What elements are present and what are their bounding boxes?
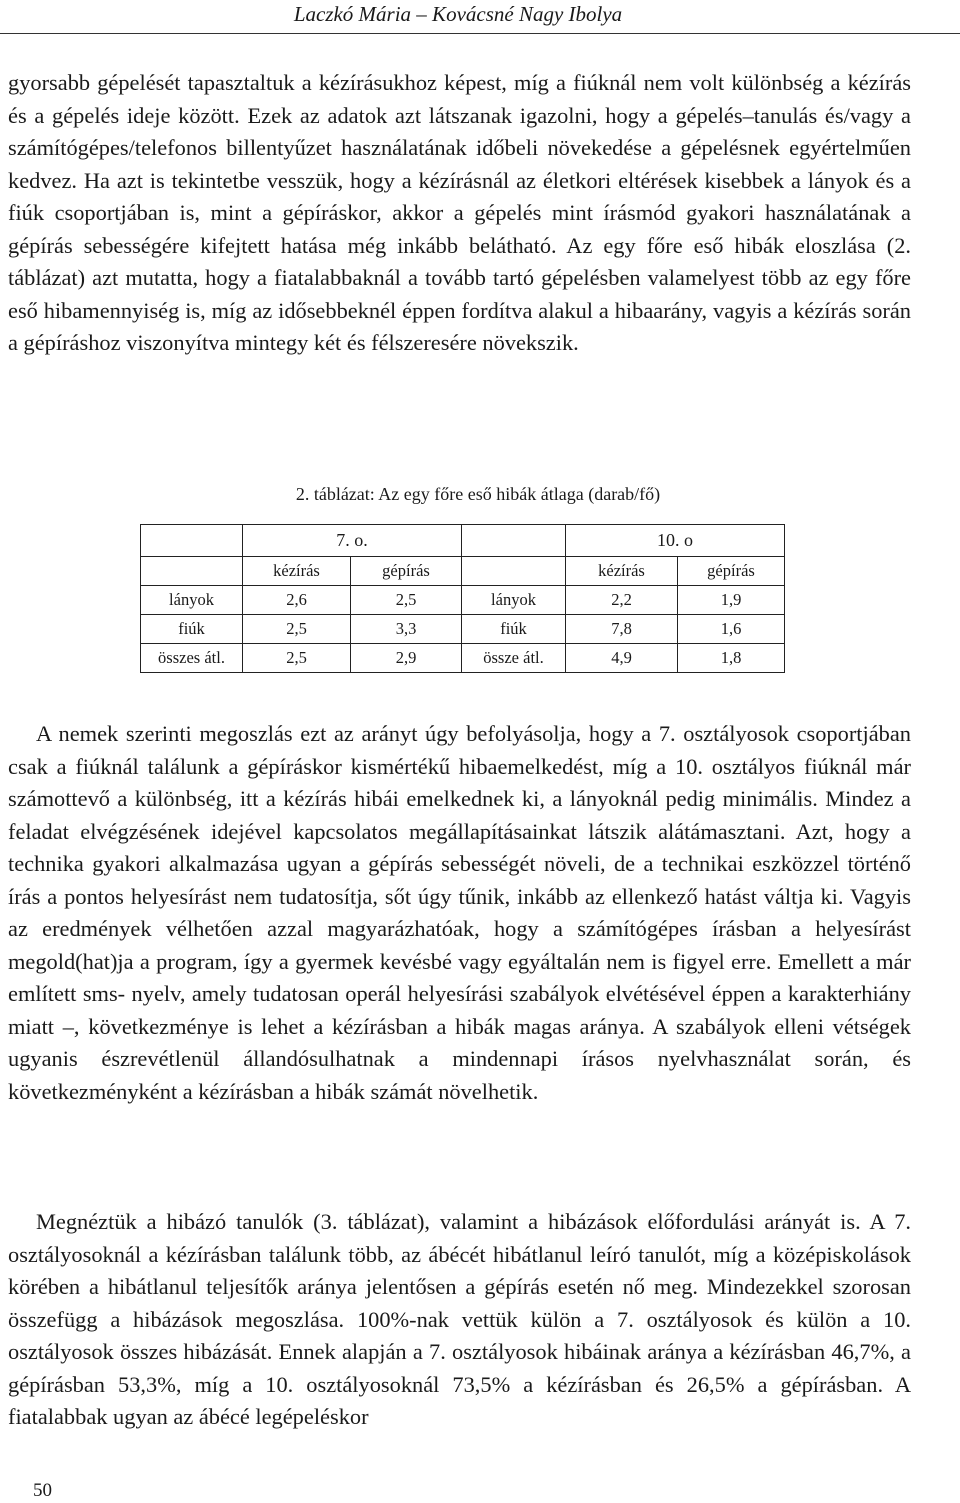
cell-gepir-10: 1,8	[678, 644, 785, 673]
cell-kezir-7: 2,5	[243, 615, 351, 644]
running-title: Laczkó Mária – Kovácsné Nagy Ibolya	[293, 2, 623, 26]
table-row	[141, 615, 785, 644]
row-label-10: fiúk	[462, 615, 566, 644]
table-row	[141, 644, 785, 673]
cell-gepir-7: 2,5	[351, 586, 462, 615]
table-row	[141, 586, 785, 615]
col-header-gepir-7: gépírás	[351, 557, 462, 586]
grade-10-header: 10. o	[566, 525, 785, 557]
table-column-header-row	[141, 557, 785, 586]
page-number: 50	[33, 1480, 52, 1501]
cell-kezir-7: 2,6	[243, 586, 351, 615]
paragraph-1: gyorsabb gépelését tapasztaltuk a kézírásukhoz képest, míg a fiúknál nem volt különbség a kézírás és a gépelés ideje között. Ezek az adatok azt látszanak igazolni, hogy a gépelés–tanulás és/vagy a számítógépes/telefonos billentyűzet használatának időbeli növekedése a gépelésnek egyértelműen kedvez. Ha azt is tekintetbe vesszük, hogy a kézírásnál az életkori eltérések kisebbek a lányok és a fiúk csoportjában is, mint a gépíráskor, akkor a gépelés mint írásmód gyakori használatának a gépírás sebességére kifejtett hatása még inkább belátható. Az egy főre eső hibák eloszlása (2. táblázat) azt mutatta, hogy a fiatalabbaknál a tovább tartó gépelésben valamelyest több az egy főre eső hibamennyiség is, míg az idősebbeknél éppen fordítva alakul a hibaarány, vagyis a kézírás során a gépíráshoz viszonyítva mintegy két és félszeresére növekszik.	[8, 70, 911, 355]
row-label-10: össze átl.	[462, 644, 566, 673]
table-empty-cell	[462, 557, 566, 586]
row-label-7: fiúk	[141, 615, 243, 644]
table-grade-row	[141, 525, 785, 557]
cell-kezir-7: 2,5	[243, 644, 351, 673]
col-header-kezir-10: kézírás	[566, 557, 678, 586]
row-label-7: összes átl.	[141, 644, 243, 673]
cell-gepir-10: 1,9	[678, 586, 785, 615]
running-header	[0, 0, 960, 33]
header-rule	[0, 33, 960, 34]
error-average-table	[140, 524, 785, 673]
cell-gepir-7: 3,3	[351, 615, 462, 644]
row-label-7: lányok	[141, 586, 243, 615]
paragraph-2: A nemek szerinti megoszlás ezt az arányt úgy befolyásolja, hogy a 7. osztályosok csoportjában csak a fiúknál találunk a gépíráskor kismértékű hibaemelkedést, míg a 10. osztályos fiúknál már számottevő a különbség, itt a kézírás hibái emelkednek ki, a lányoknál pedig minimális. Mindez a feladat elvégzésének idejével kapcsolatos megállapításainkat látszik alátámasztani. Azt, hogy a technika gyakori alkalmazása ugyan a gépírás sebességét növeli, de a technikai eszközzel történő írás a pontos helyesírást nem tudatosítja, sőt úgy tűnik, inkább az ellenkező hatást váltja ki. Vagyis az eredmények vélhetően azzal magyarázhatóak, hogy a számítógépes írásban a helyesírást megold(hat)ja a program, így a gyermek kevésbé vagy egyáltalán nem is figyel erre. Emellett a már említett sms- nyelv, amely tudatosan operál helyesírási szabályok elvétésével éppen a karakterhiány miatt –, következménye is lehet a kézírásban a hibák magas aránya. A szabályok elleni vétségek ugyanis észrevétlenül állandósulhatnak a mindennapi írásos nyelvhasználat során, és következményként a kézírásban a hibák számát növelhetik.	[8, 721, 911, 1104]
table-caption-text: 2. táblázat: Az egy főre eső hibák átlaga (darab/fő)	[295, 484, 661, 504]
col-header-gepir-10: gépírás	[678, 557, 785, 586]
paragraph-3: Megnéztük a hibázó tanulók (3. táblázat), valamint a hibázások előfordulási arányát is. A 7. osztályosoknál a kézírásban találunk több, az ábécét hibátlanul leíró tanulót, míg a középiskolások körében a hibátlanul teljesítők aránya jelentősen a gépírás esetén nő meg. Mindezekkel szorosan összefügg a hibázások megoszlása. 100%-nak vettük külön a 7. osztályosok és külön a 10. osztályosok összes hibázását. Ennek alapján a 7. osztályosok hibáinak aránya a kézírásban 46,7%, a gépírásban 53,3%, míg a 10. osztályosoknál 73,5% a kézírásban és 26,5% a gépírásban. A fiatalabbak ugyan az ábécé legépeléskor	[8, 1209, 911, 1429]
cell-gepir-10: 1,6	[678, 615, 785, 644]
table-empty-cell	[141, 557, 243, 586]
cell-kezir-10: 2,2	[566, 586, 678, 615]
grade-7-header: 7. o.	[243, 525, 462, 557]
cell-kezir-10: 7,8	[566, 615, 678, 644]
table-corner-cell	[141, 525, 243, 557]
col-header-kezir-7: kézírás	[243, 557, 351, 586]
cell-kezir-10: 4,9	[566, 644, 678, 673]
table-spacer-cell	[462, 525, 566, 557]
table-caption	[0, 484, 960, 505]
cell-gepir-7: 2,9	[351, 644, 462, 673]
row-label-10: lányok	[462, 586, 566, 615]
